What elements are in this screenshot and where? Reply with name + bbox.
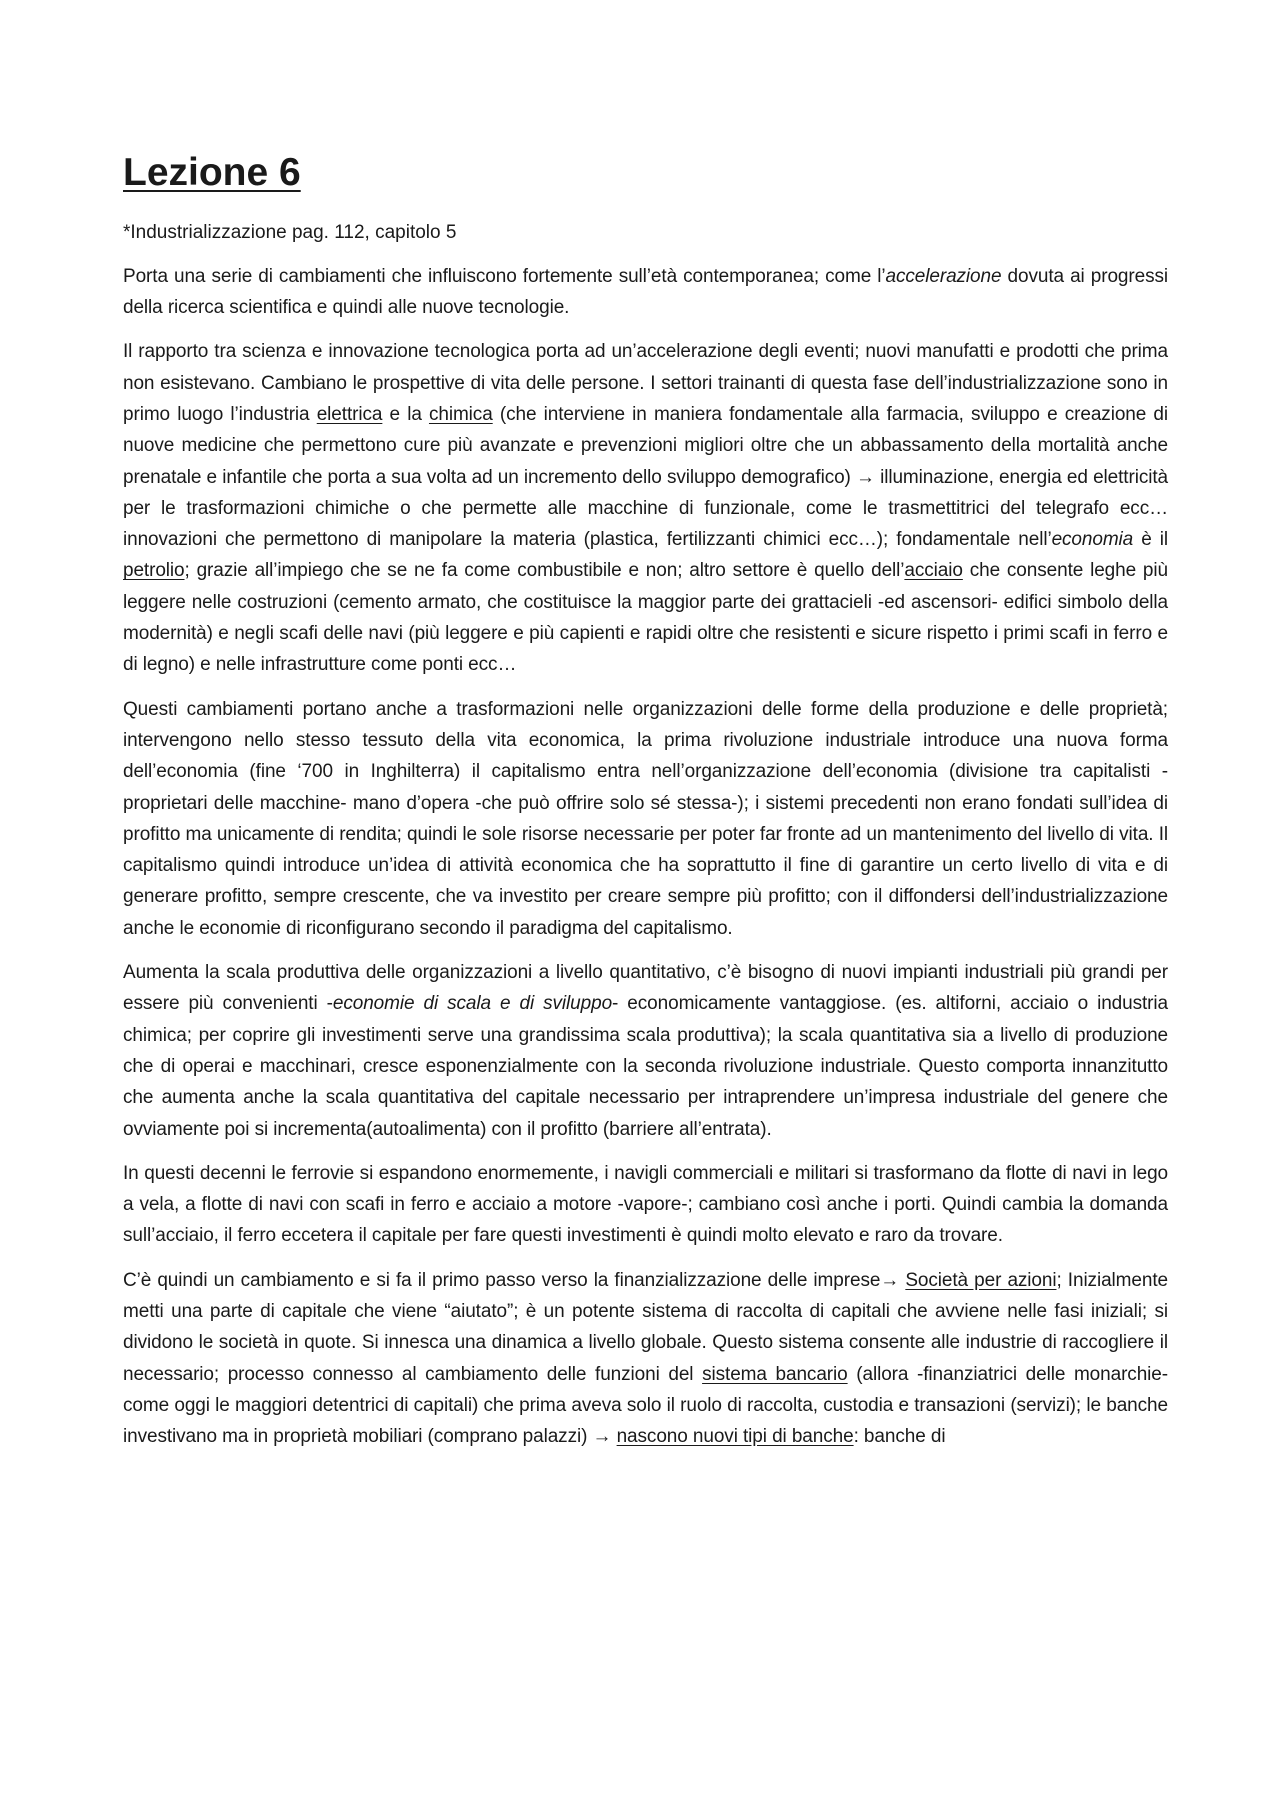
- text-run: In questi decenni le ferrovie si espandono enormemente, i navigli commerciali e militari si trasformano da flotte di navi in lego a vela, a flotte di navi con scafi in ferro e acciaio a motore -vapore-; cambiano così anche i porti. Quindi cambia la domanda sull’acciaio, il ferro eccetera il capitale per fare questi investimenti è quindi molto elevato e raro da trovare.: [123, 1162, 1168, 1247]
- italic-term: accelerazione: [885, 265, 1002, 287]
- paragraph: [123, 336, 1168, 680]
- text-run: - economicamente vantaggiose. (es. altiforni, acciaio o industria chimica; per coprire gli investimenti serve una grandissima scala produttiva); la scala quantitativa sia a livello di produzione che di operai e macchinari, cresce esponenzialmente con la seconda rivoluzione industriale. Questo comporta innanzitutto che aumenta anche la scala quantitativa del capitale necessario per intraprendere un’impresa industriale del genere che ovviamente poi si incrementa(autoalimenta) con il profitto (barriere all’entrata).: [123, 993, 1168, 1140]
- text-run: che consente leghe più leggere nelle costruzioni (cemento armato, che costituisce la maggior parte dei grattacieli -ed ascensori- edifici simbolo della modernità) e negli scafi delle navi (più leggere e più capienti e rapidi oltre che resistenti e sicure rispetto i primi scafi in ferro e di legno) e nelle infrastrutture come ponti ecc…: [123, 560, 1168, 676]
- text-run: C’è quindi un cambiamento e si fa il primo passo verso la finanzializzazione delle imprese→: [123, 1269, 906, 1291]
- paragraph: [123, 694, 1168, 944]
- text-run: ; Inizialmente metti una parte di capitale che viene “aiutato”; è un potente sistema di raccolta di capitali che avviene nelle fasi iniziali; si dividono le società in quote. Si innesca una dinamica a livello globale. Questo sistema consente alle industrie di raccogliere il necessario; processo connesso al cambiamento delle funzioni del: [123, 1269, 1168, 1385]
- italic-term: economie di scala e di sviluppo: [332, 993, 613, 1015]
- text-run: dovuta ai progressi della ricerca scientifica e quindi alle nuove tecnologie.: [123, 265, 1168, 319]
- body-text: [123, 261, 1168, 1453]
- page-title: Lezione 6: [123, 151, 301, 194]
- underlined-term: acciaio: [904, 560, 963, 582]
- chapter-reference: *Industrializzazione pag. 112, capitolo 5: [123, 221, 457, 243]
- text-run: (allora -finanziatrici delle monarchie- come oggi le maggiori detentrici di capitali) che prima aveva solo il ruolo di raccolta, custodia e transazioni (servizi); le banche investivano ma in proprietà mobiliari (comprano palazzi) →: [123, 1363, 1168, 1448]
- text-run: Il rapporto tra scienza e innovazione tecnologica porta ad un’accelerazione degli eventi; nuovi manufatti e prodotti che prima non esistevano. Cambiano le prospettive di vita delle persone. I settori trainanti di questa fase dell’industrializzazione sono in primo luogo l’industria: [123, 341, 1168, 425]
- paragraph: [123, 1158, 1168, 1252]
- text-run: Aumenta la scala produttiva delle organizzazioni a livello quantitativo, c’è bisogno di nuovi impianti industriali più grandi per essere più convenienti -: [123, 962, 1168, 1015]
- paragraph: [123, 957, 1168, 1145]
- italic-term: economia: [1051, 529, 1134, 551]
- underlined-term: nascono nuovi tipi di banche: [616, 1426, 854, 1448]
- text-run: : banche di: [853, 1426, 946, 1448]
- underlined-term: sistema bancario: [702, 1363, 848, 1385]
- underlined-term: Società per azioni: [905, 1269, 1057, 1291]
- text-run: è il: [1133, 529, 1168, 551]
- text-run: (che interviene in maniera fondamentale alla farmacia, sviluppo e creazione di nuove medicine che permettono cure più avanzate e prevenzioni migliori oltre che un abbassamento della mortalità anche prenatale e infantile che porta a sua volta ad un incremento dello sviluppo demografico) → illuminazione, energia ed elettricità per le trasformazioni chimiche o che permette alle macchine di funzionale, come le trasmettitrici del telegrafo ecc… innovazioni che permettono di manipolare la materia (plastica, fertilizzanti chimici ecc…); fondamentale nell’: [123, 403, 1168, 551]
- paragraph: [123, 1265, 1168, 1453]
- document-page: [123, 150, 1168, 1465]
- underlined-term: petrolio: [123, 560, 185, 582]
- text-run: Questi cambiamenti portano anche a trasformazioni nelle organizzazioni delle forme della produzione e delle proprietà; intervengono nello stesso tessuto della vita economica, la prima rivoluzione industriale introduce una nuova forma dell’economia (fine ‘700 in Inghilterra) il capitalismo entra nell’organizzazione dell’economia (divisione tra capitalisti -proprietari delle macchine- mano d’opera -che può offrire solo sé stessa-); i sistemi precedenti non erano fondati sull’idea di profitto ma unicamente di rendita; quindi le sole risorse necessarie per poter far fronte ad un mantenimento del livello di vita. Il capitalismo quindi introduce un’idea di attività economica che ha soprattutto il fine di garantire un certo livello di vita e di generare profitto, sempre crescente, che va investito per creare sempre più profitto; con il diffondersi dell’industrializzazione anche le economie di riconfigurano secondo il paradigma del capitalismo.: [123, 698, 1168, 939]
- text-run: e la: [382, 403, 429, 425]
- text-run: Porta una serie di cambiamenti che influiscono fortemente sull’età contemporanea; come l’: [123, 265, 886, 287]
- text-run: ; grazie all’impiego che se ne fa come combustibile e non; altro settore è quello dell’: [184, 560, 905, 582]
- underlined-term: elettrica: [316, 403, 383, 425]
- paragraph: [123, 261, 1168, 324]
- underlined-term: chimica: [428, 403, 493, 425]
